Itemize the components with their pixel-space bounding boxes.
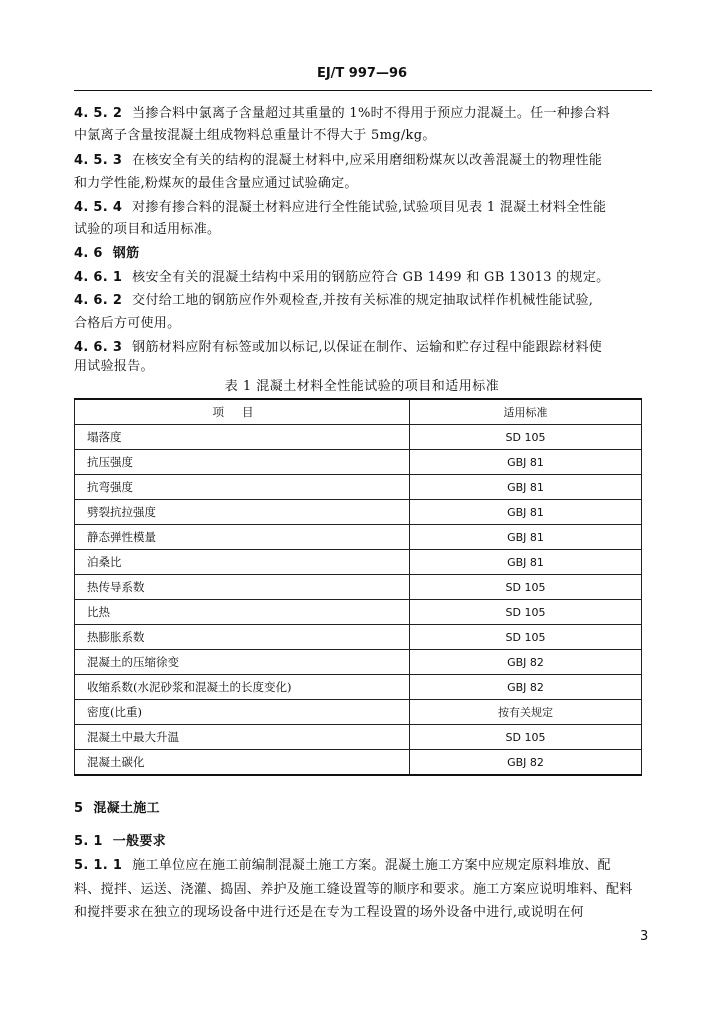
clause-4-5-4-line-1 — [74, 197, 652, 219]
table-row — [75, 425, 642, 450]
column-header-item: 项目 — [75, 399, 410, 425]
standard-cell: GBJ 81 — [410, 525, 642, 550]
standard-cell: GBJ 82 — [410, 750, 642, 776]
section-number: 4. 6 — [74, 246, 103, 261]
standard-cell: GBJ 82 — [410, 675, 642, 700]
clause-number: 4. 5. 2 — [74, 106, 123, 121]
standard-cell: GBJ 81 — [410, 500, 642, 525]
header-rule — [74, 90, 652, 91]
clause-text: 对掺有掺合料的混凝土材料应进行全性能试验,试验项目见表 1 混凝土材料全性能 — [132, 200, 607, 215]
standard-cell: GBJ 81 — [410, 475, 642, 500]
standard-cell: SD 105 — [410, 600, 642, 625]
test-item-cell: 塌落度 — [75, 425, 410, 450]
clause-text: 在核安全有关的结构的混凝土材料中,应采用磨细粉煤灰以改善混凝土的物理性能 — [132, 153, 603, 168]
table-row — [75, 650, 642, 675]
standard-cell: 按有关规定 — [410, 700, 642, 725]
standard-cell: SD 105 — [410, 625, 642, 650]
section-number: 5 — [74, 801, 84, 816]
section-title: 混凝土施工 — [93, 801, 160, 816]
table-row — [75, 750, 642, 776]
test-item-cell: 密度(比重) — [75, 700, 410, 725]
table-row — [75, 575, 642, 600]
table-row — [75, 550, 642, 575]
table-header-row — [75, 399, 642, 425]
clause-4-5-2-line-2: 中氯离子含量按混凝土组成物料总重量计不得大于 5mg/kg。 — [74, 128, 436, 143]
clause-text: 交付给工地的钢筋应作外观检查,并按有关标准的规定抽取试样作机械性能试验, — [132, 293, 594, 308]
section-title: 钢筋 — [112, 246, 140, 261]
standard-cell: SD 105 — [410, 575, 642, 600]
clause-4-6-2-line-2: 合格后方可使用。 — [74, 316, 181, 331]
test-item-cell: 热传导系数 — [75, 575, 410, 600]
clause-text: 钢筋材料应附有标签或加以标记,以保证在制作、运输和贮存过程中能跟踪材料使 — [132, 340, 603, 355]
test-item-cell: 静态弹性模量 — [75, 525, 410, 550]
clause-text: 施工单位应在施工前编制混凝土施工方案。混凝土施工方案中应规定原料堆放、配 — [132, 858, 611, 873]
clause-text: 当掺合料中氯离子含量超过其重量的 1%时不得用于预应力混凝土。任一种掺合料 — [132, 106, 611, 121]
clause-5-1-1-line-3: 和搅拌要求在独立的现场设备中进行还是在专为工程设置的场外设备中进行,或说明在何 — [74, 905, 584, 920]
test-items-table — [74, 398, 642, 776]
standard-cell: GBJ 81 — [410, 550, 642, 575]
table-row — [75, 450, 642, 475]
test-item-cell: 比热 — [75, 600, 410, 625]
page-number: 3 — [640, 929, 649, 944]
clause-number: 4. 5. 3 — [74, 153, 123, 168]
clause-4-5-3-line-2: 和力学性能,粉煤灰的最佳含量应通过试验确定。 — [74, 176, 358, 191]
test-item-cell: 抗压强度 — [75, 450, 410, 475]
clause-text: 核安全有关的混凝土结构中采用的钢筋应符合 GB 1499 和 GB 13013 的规定。 — [132, 270, 610, 285]
table-row — [75, 725, 642, 750]
clause-5-1-1-line-2: 料、搅拌、运送、浇灌、捣固、养护及施工缝设置等的顺序和要求。施工方案应说明堆料、配料 — [74, 882, 633, 897]
clause-4-5-2-line-1 — [74, 103, 652, 125]
test-item-cell: 劈裂抗拉强度 — [75, 500, 410, 525]
clause-4-5-4-line-2: 试验的项目和适用标准。 — [74, 222, 221, 237]
table-caption: 表 1 混凝土材料全性能试验的项目和适用标准 — [224, 379, 500, 394]
table-row — [75, 475, 642, 500]
table-row — [75, 525, 642, 550]
clause-number: 5. 1. 1 — [74, 858, 123, 873]
test-item-cell: 抗弯强度 — [75, 475, 410, 500]
section-heading-5 — [74, 798, 652, 820]
section-title: 一般要求 — [112, 834, 166, 849]
standard-cell: GBJ 81 — [410, 450, 642, 475]
test-item-cell: 混凝土中最大升温 — [75, 725, 410, 750]
table-row — [75, 700, 642, 725]
standard-cell: SD 105 — [410, 725, 642, 750]
clause-4-6-2-line-1 — [74, 290, 652, 312]
table-row — [75, 675, 642, 700]
clause-4-6-3-line-2: 用试验报告。 — [74, 359, 154, 374]
standard-cell: SD 105 — [410, 425, 642, 450]
section-heading-4-6 — [74, 243, 652, 265]
clause-number: 4. 6. 2 — [74, 293, 123, 308]
section-heading-5-1 — [74, 831, 652, 853]
table-row — [75, 625, 642, 650]
clause-number: 4. 6. 1 — [74, 270, 123, 285]
clause-4-5-3-line-1 — [74, 150, 652, 172]
test-item-cell: 热膨胀系数 — [75, 625, 410, 650]
clause-4-6-1-line-1 — [74, 267, 652, 289]
section-number: 5. 1 — [74, 834, 103, 849]
table-row — [75, 600, 642, 625]
column-header-standard: 适用标准 — [410, 399, 642, 425]
standard-cell: GBJ 82 — [410, 650, 642, 675]
document-code: EJ/T 997—96 — [316, 66, 408, 81]
test-item-cell: 混凝土的压缩徐变 — [75, 650, 410, 675]
test-item-cell: 收缩系数(水泥砂浆和混凝土的长度变化) — [75, 675, 410, 700]
test-item-cell: 泊桑比 — [75, 550, 410, 575]
test-item-cell: 混凝土碳化 — [75, 750, 410, 776]
clause-5-1-1-line-1 — [74, 855, 652, 877]
clause-number: 4. 5. 4 — [74, 200, 123, 215]
clause-number: 4. 6. 3 — [74, 340, 123, 355]
table-row — [75, 500, 642, 525]
